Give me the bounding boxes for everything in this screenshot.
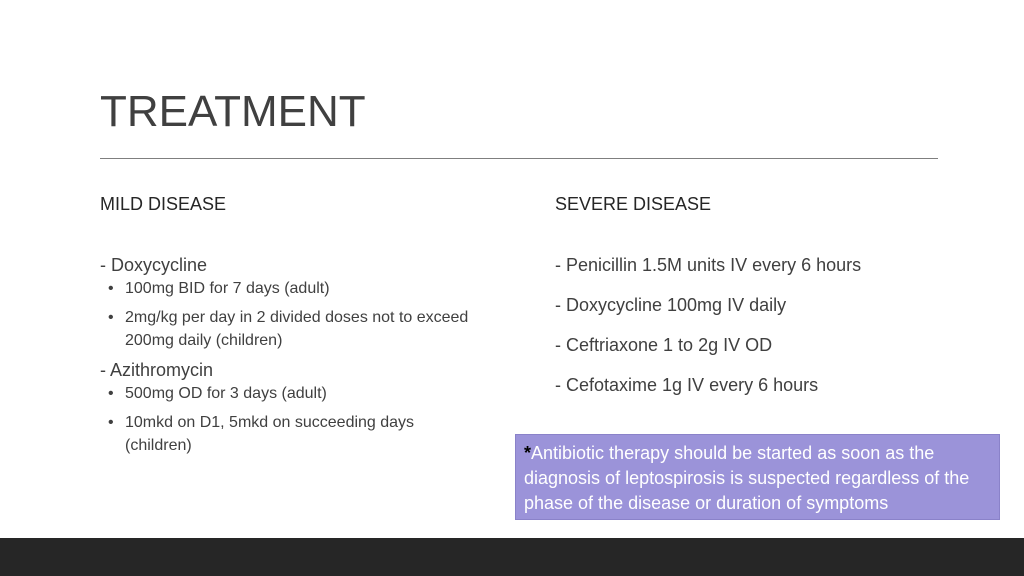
bullet-icon: • <box>108 414 114 431</box>
note-text: Antibiotic therapy should be started as soon as the diagnosis of leptospirosis is suspected regardless of the phase of the disease or duration of symptoms <box>524 443 970 513</box>
severe-treatment-line: - Penicillin 1.5M units IV every 6 hours <box>555 255 862 275</box>
dosing-text: 10mkd on D1, 5mkd on succeeding days (children) <box>125 414 415 454</box>
severe-treatment-line: - Doxycycline 100mg IV daily <box>555 295 787 315</box>
mild-disease-content <box>100 253 470 463</box>
severe-disease-content <box>555 253 975 413</box>
title-divider <box>100 158 938 159</box>
severe-treatment-line: - Ceftriaxone 1 to 2g IV OD <box>555 335 773 355</box>
list-item <box>108 277 470 300</box>
slide-title: TREATMENT <box>100 87 366 136</box>
list-item <box>108 306 470 352</box>
severe-disease-heading: SEVERE DISEASE <box>555 194 712 214</box>
bullet-icon: • <box>108 280 114 297</box>
drug-doxycycline: - Doxycycline <box>100 255 208 275</box>
doxycycline-dosing-list <box>100 277 470 352</box>
bullet-icon: • <box>108 309 114 326</box>
mild-disease-heading: MILD DISEASE <box>100 194 227 214</box>
list-item <box>108 382 470 405</box>
dosing-text: 500mg OD for 3 days (adult) <box>125 385 327 402</box>
bullet-icon: • <box>108 385 114 402</box>
severe-treatment-line: - Cefotaxime 1g IV every 6 hours <box>555 375 819 395</box>
footer-bar <box>0 538 1024 576</box>
antibiotic-note-box <box>515 434 1000 520</box>
azithromycin-dosing-list <box>100 382 470 457</box>
list-item <box>108 411 470 457</box>
note-asterisk: * <box>524 443 532 463</box>
dosing-text: 2mg/kg per day in 2 divided doses not to exceed 200mg daily (children) <box>125 309 469 349</box>
dosing-text: 100mg BID for 7 days (adult) <box>125 280 330 297</box>
drug-azithromycin: - Azithromycin <box>100 360 214 380</box>
